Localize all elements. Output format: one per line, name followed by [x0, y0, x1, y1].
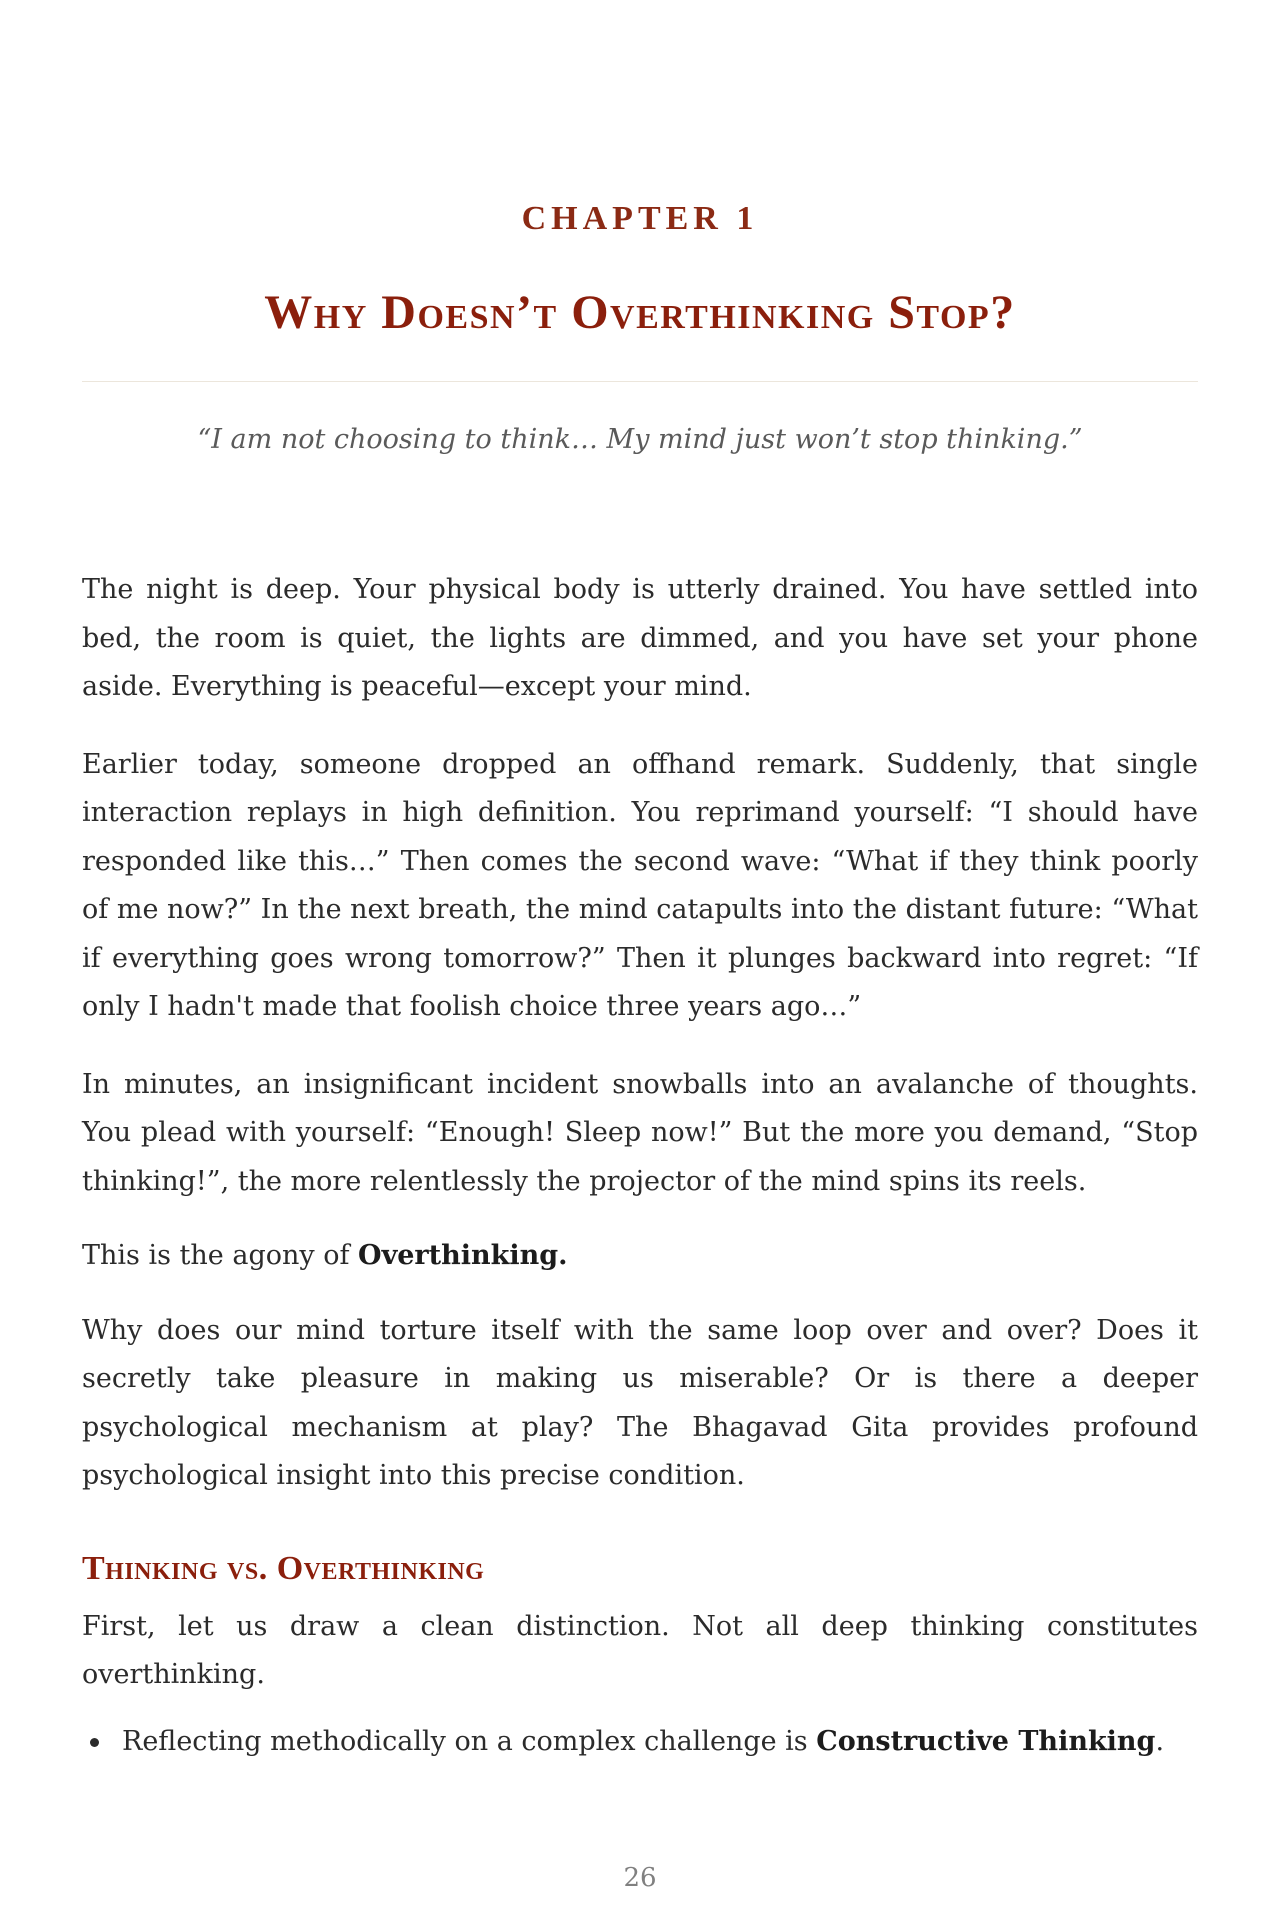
body-paragraph-2: Earlier today, someone dropped an offhand remark. Suddenly, that single interaction replays in high definition. You reprimand yourself: “I should have responded like this…” Then comes the second wave: “What if they think poorly of me now?” In the next breath, the mind catapults into the distant future: “What if everything goes wrong tomorrow?” Then it plunges backward into regret: “If only I hadn't made that foolish choice three years ago…” [82, 748, 1198, 1022]
chapter-epigraph: “I am not choosing to think… My mind just won’t stop thinking.” [197, 424, 1083, 455]
chapter-title: Why Doesn’t Overthinking Stop? [264, 286, 1016, 339]
chapter-body [82, 566, 1198, 1766]
section-intro: First, let us draw a clean distinction. Not all deep thinking constitutes overthinking. [82, 1610, 1198, 1690]
body-paragraph-3: In minutes, an insignificant incident snowballs into an avalanche of thoughts. You plead with yourself: “Enough! Sleep now!” But the more you demand, “Stop thinking!”, the more relentlessly the projector of the mind spins its reels. [82, 1068, 1198, 1197]
section-heading: Thinking vs. Overthinking [82, 1549, 485, 1587]
bullet-icon [90, 1738, 99, 1747]
paragraph-4-text: This is the agony of [82, 1240, 359, 1271]
bullet-text: Reflecting methodically on a complex challenge is [122, 1725, 817, 1757]
body-paragraph-1: The night is deep. Your physical body is utterly drained. You have settled into bed, the room is quiet, the lights are dimmed, and you have set your phone aside. Everything is peaceful—except your mind. [82, 574, 1198, 702]
body-paragraph-5: Why does our mind torture itself with the same loop over and over? Does it secretly take pleasure in making us miserable? Or is there a deeper psychological mechanism at play? The Bhagavad Gita provides profound psychological insight into this precise condition. [82, 1314, 1198, 1491]
list-item [82, 1718, 1198, 1767]
book-page [82, 0, 1198, 1920]
body-paragraph-4 [82, 1232, 1198, 1281]
overthinking-emphasis: Overthinking. [358, 1240, 568, 1271]
bullet-list [82, 1718, 1198, 1767]
title-divider [82, 381, 1198, 382]
bullet-emphasis: Constructive Thinking [816, 1725, 1156, 1757]
chapter-label: CHAPTER 1 [521, 200, 759, 237]
bullet-suffix: . [1155, 1725, 1165, 1757]
page-number: 26 [623, 1863, 657, 1893]
